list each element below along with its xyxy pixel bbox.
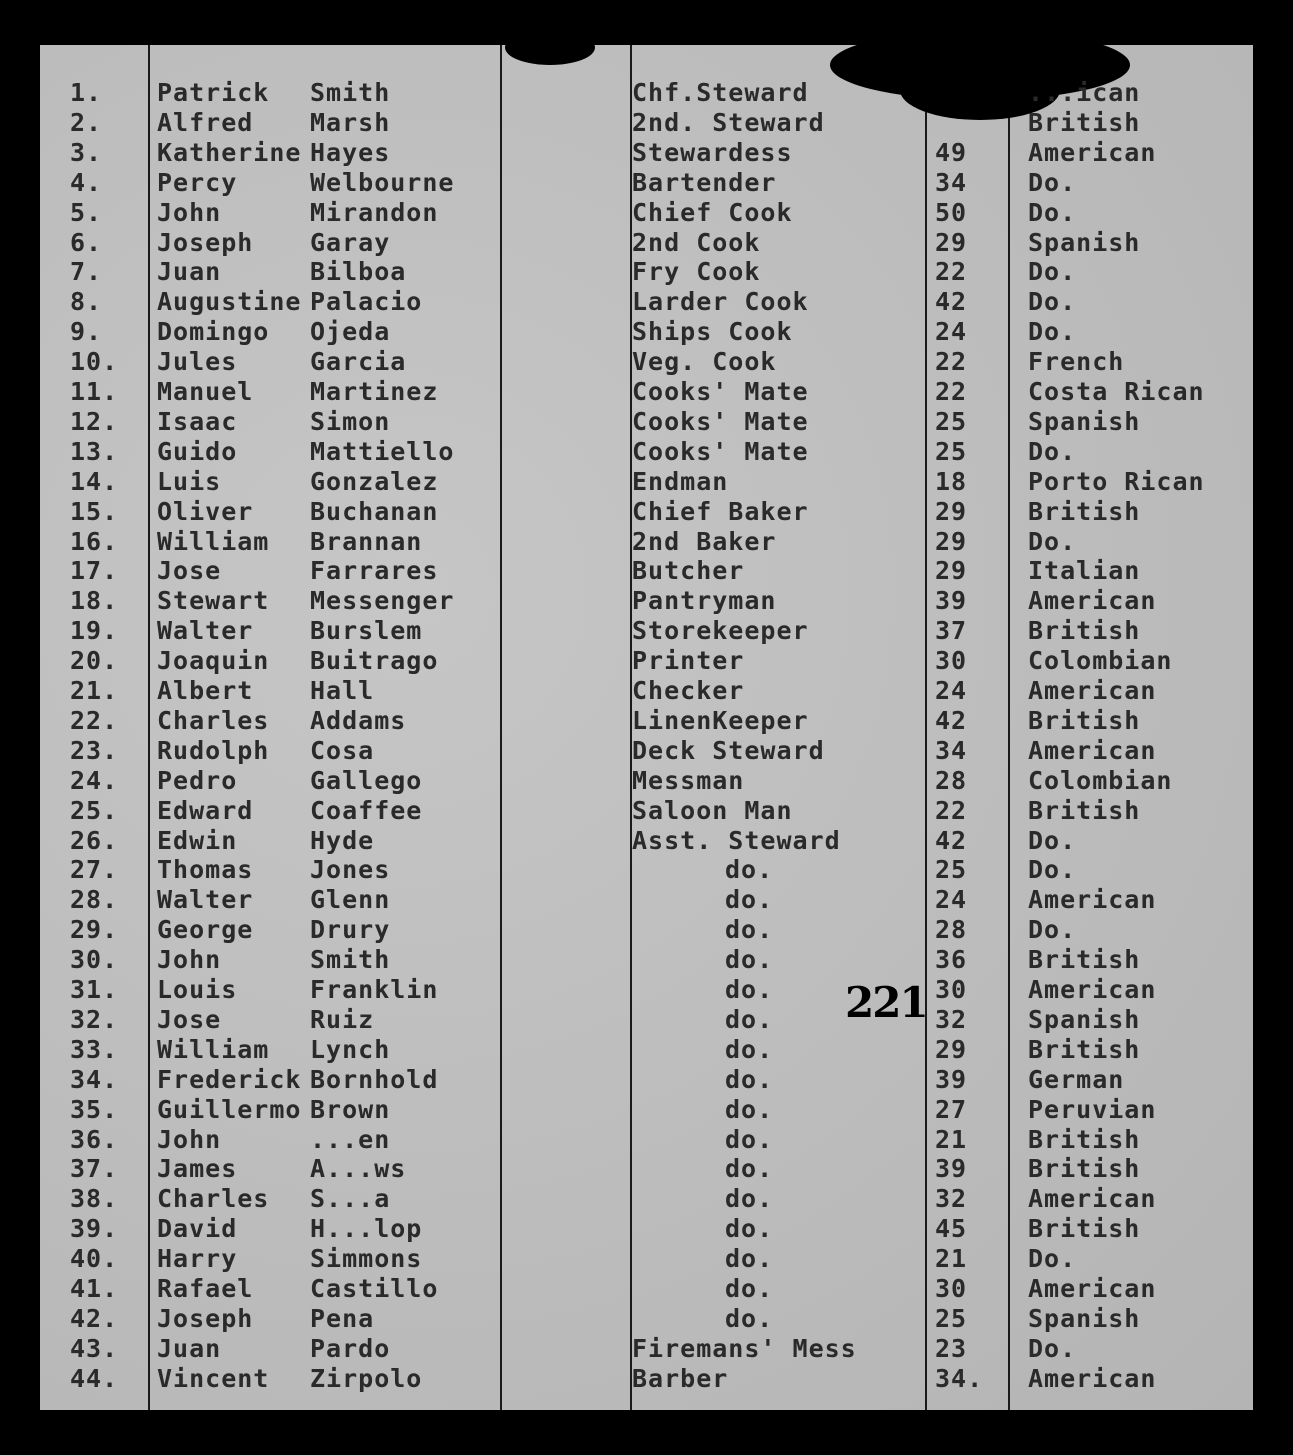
age: 39 [935, 586, 968, 616]
last-name: Farrares [310, 556, 439, 586]
row-number: 31. [70, 975, 119, 1004]
column-rule-2 [500, 45, 502, 1410]
first-name: Domingo [157, 317, 270, 347]
nationality: Spanish [1028, 1004, 1141, 1034]
first-name: James [157, 1154, 238, 1184]
nationality: American [1028, 137, 1157, 167]
last-name: Mattiello [310, 436, 455, 466]
age: 37 [935, 616, 968, 646]
row-number: 42. [70, 1303, 119, 1333]
occupation: Cooks' Mate [632, 406, 809, 436]
first-name: Patrick [157, 78, 270, 107]
occupation: do. [725, 1124, 774, 1154]
first-name: Joseph [157, 227, 254, 257]
last-name: S...a [310, 1184, 391, 1214]
last-name: Gonzalez [310, 466, 439, 496]
last-name: Brannan [310, 526, 423, 556]
row-number: 36. [70, 1124, 119, 1154]
age: 21 [935, 1124, 968, 1154]
row-number: 43. [70, 1333, 119, 1363]
age: 42 [935, 705, 968, 735]
occupation: Fry Cook [632, 257, 761, 287]
row-number: 24. [70, 765, 119, 795]
age: 25 [935, 436, 968, 466]
row-number: 12. [70, 406, 119, 436]
age: 25 [935, 1303, 968, 1333]
age: 30 [935, 1274, 968, 1303]
last-name: Simon [310, 406, 391, 436]
occupation: Stewardess [632, 137, 793, 167]
last-name: Buitrago [310, 646, 439, 676]
last-name: Pardo [310, 1333, 391, 1363]
nationality: Do. [1028, 197, 1077, 227]
row-number: 37. [70, 1154, 119, 1184]
occupation: Bartender [632, 167, 777, 197]
age: 24 [935, 676, 968, 705]
occupation: do. [725, 1004, 774, 1034]
nationality: Colombian [1028, 646, 1173, 676]
nationality: Do. [1028, 436, 1077, 466]
page-number-stamp: 221 [845, 978, 927, 1027]
nationality: American [1028, 586, 1157, 616]
row-number: 34. [70, 1064, 119, 1094]
occupation: Cooks' Mate [632, 436, 809, 466]
last-name: Martinez [310, 377, 439, 406]
nationality: Costa Rican [1028, 377, 1205, 406]
occupation: do. [725, 945, 774, 975]
last-name: Lynch [310, 1034, 391, 1064]
row-number: 9. [70, 317, 103, 347]
age: 50 [935, 197, 968, 227]
occupation: Checker [632, 676, 745, 705]
row-number: 5. [70, 197, 103, 227]
row-number: 41. [70, 1274, 119, 1303]
last-name: Franklin [310, 975, 439, 1004]
occupation: do. [725, 1034, 774, 1064]
torn-edge [505, 30, 595, 65]
nationality: Do. [1028, 1333, 1077, 1363]
age: 29 [935, 227, 968, 257]
last-name: Burslem [310, 616, 423, 646]
age: 39 [935, 1154, 968, 1184]
occupation: do. [725, 885, 774, 915]
nationality: Italian [1028, 556, 1141, 586]
age: 22 [935, 377, 968, 406]
occupation: Chief Cook [632, 197, 793, 227]
row-number: 16. [70, 526, 119, 556]
first-name: Guillermo [157, 1094, 302, 1124]
last-name: Castillo [310, 1274, 439, 1303]
occupation: Printer [632, 646, 745, 676]
nationality: Do. [1028, 1244, 1077, 1274]
age: 29 [935, 1034, 968, 1064]
first-name: Harry [157, 1244, 238, 1274]
occupation: Messman [632, 765, 745, 795]
occupation: Asst. Steward [632, 825, 841, 855]
age: 29 [935, 496, 968, 526]
age: 29 [935, 556, 968, 586]
nationality: American [1028, 735, 1157, 765]
first-name: Edward [157, 795, 254, 825]
first-name: John [157, 1124, 222, 1154]
row-number: 30. [70, 945, 119, 975]
row-number: 38. [70, 1184, 119, 1214]
age: 21 [935, 1244, 968, 1274]
nationality: French [1028, 347, 1125, 377]
occupation: do. [725, 855, 774, 885]
nationality: British [1028, 616, 1141, 646]
last-name: Jones [310, 855, 391, 885]
row-number: 3. [70, 137, 103, 167]
occupation: Deck Steward [632, 735, 825, 765]
first-name: Isaac [157, 406, 238, 436]
first-name: Joaquin [157, 646, 270, 676]
occupation: do. [725, 1154, 774, 1184]
nationality: Spanish [1028, 1303, 1141, 1333]
age: 49 [935, 137, 968, 167]
occupation: do. [725, 1244, 774, 1274]
last-name: Gallego [310, 765, 423, 795]
nationality: American [1028, 676, 1157, 705]
row-number: 18. [70, 586, 119, 616]
row-number: 7. [70, 257, 103, 287]
nationality: Do. [1028, 915, 1077, 945]
last-name: Hayes [310, 137, 391, 167]
first-name: Guido [157, 436, 238, 466]
row-number: 6. [70, 227, 103, 257]
first-name: Stewart [157, 586, 270, 616]
age: 18 [935, 466, 968, 496]
first-name: Frederick [157, 1064, 302, 1094]
first-name: Percy [157, 167, 238, 197]
occupation: do. [725, 975, 774, 1004]
age: 22 [935, 795, 968, 825]
row-number: 27. [70, 855, 119, 885]
occupation: 2nd. Steward [632, 107, 825, 137]
nationality: Do. [1028, 167, 1077, 197]
age: 34 [935, 735, 968, 765]
last-name: Smith [310, 945, 391, 975]
last-name: Coaffee [310, 795, 423, 825]
nationality: American [1028, 975, 1157, 1004]
nationality: Porto Rican [1028, 466, 1205, 496]
occupation: Butcher [632, 556, 745, 586]
last-name: Palacio [310, 287, 423, 317]
last-name: Garcia [310, 347, 407, 377]
last-name: Zirpolo [310, 1363, 423, 1393]
occupation: Pantryman [632, 586, 777, 616]
age: 28 [935, 915, 968, 945]
age: 23 [935, 1333, 968, 1363]
row-number: 22. [70, 705, 119, 735]
column-rule-5 [1008, 90, 1010, 1410]
age: 39 [935, 1064, 968, 1094]
row-number: 4. [70, 167, 103, 197]
age: 32 [935, 1184, 968, 1214]
first-name: Alfred [157, 107, 254, 137]
age: 32 [935, 1004, 968, 1034]
first-name: Rudolph [157, 735, 270, 765]
last-name: Bilboa [310, 257, 407, 287]
first-name: Albert [157, 676, 254, 705]
occupation: do. [725, 1094, 774, 1124]
nationality: Do. [1028, 317, 1077, 347]
occupation: Firemans' Mess [632, 1333, 857, 1363]
first-name: William [157, 1034, 270, 1064]
nationality: British [1028, 1034, 1141, 1064]
last-name: Brown [310, 1094, 391, 1124]
occupation: Ships Cook [632, 317, 793, 347]
nationality: German [1028, 1064, 1125, 1094]
first-name: Thomas [157, 855, 254, 885]
first-name: Edwin [157, 825, 238, 855]
last-name: ...en [310, 1124, 391, 1154]
last-name: Ojeda [310, 317, 391, 347]
first-name: Manuel [157, 377, 254, 406]
row-number: 13. [70, 436, 119, 466]
last-name: Messenger [310, 586, 455, 616]
row-number: 17. [70, 556, 119, 586]
first-name: Jose [157, 556, 222, 586]
row-number: 29. [70, 915, 119, 945]
first-name: Joseph [157, 1303, 254, 1333]
first-name: Charles [157, 705, 270, 735]
age: 24 [935, 885, 968, 915]
first-name: David [157, 1214, 238, 1244]
nationality: Do. [1028, 526, 1077, 556]
nationality: British [1028, 496, 1141, 526]
last-name: Drury [310, 915, 391, 945]
first-name: Rafael [157, 1274, 254, 1303]
first-name: George [157, 915, 254, 945]
last-name: Smith [310, 78, 391, 107]
occupation: do. [725, 1303, 774, 1333]
row-number: 20. [70, 646, 119, 676]
nationality: American [1028, 885, 1157, 915]
row-number: 15. [70, 496, 119, 526]
nationality: British [1028, 795, 1141, 825]
age: 45 [935, 1214, 968, 1244]
row-number: 28. [70, 885, 119, 915]
last-name: Pena [310, 1303, 375, 1333]
age: 27 [935, 1094, 968, 1124]
first-name: Juan [157, 1333, 222, 1363]
nationality: British [1028, 945, 1141, 975]
first-name: Luis [157, 466, 222, 496]
nationality: American [1028, 1184, 1157, 1214]
age: 25 [935, 855, 968, 885]
last-name: Garay [310, 227, 391, 257]
occupation: Veg. Cook [632, 347, 777, 377]
last-name: Marsh [310, 107, 391, 137]
last-name: H...lop [310, 1214, 423, 1244]
age: 29 [935, 526, 968, 556]
occupation: 2nd Cook [632, 227, 761, 257]
last-name: Ruiz [310, 1004, 375, 1034]
first-name: Vincent [157, 1363, 270, 1393]
occupation: LinenKeeper [632, 705, 809, 735]
row-number: 23. [70, 735, 119, 765]
last-name: Buchanan [310, 496, 439, 526]
row-number: 19. [70, 616, 119, 646]
age: 22 [935, 257, 968, 287]
last-name: Mirandon [310, 197, 439, 227]
row-number: 2. [70, 107, 103, 137]
row-number: 14. [70, 466, 119, 496]
occupation: 2nd Baker [632, 526, 777, 556]
age: 24 [935, 317, 968, 347]
first-name: John [157, 945, 222, 975]
nationality: British [1028, 1154, 1141, 1184]
first-name: Louis [157, 975, 238, 1004]
first-name: Jules [157, 347, 238, 377]
last-name: Bornhold [310, 1064, 439, 1094]
column-rule-1 [148, 45, 150, 1410]
age: 34 [935, 167, 968, 197]
last-name: Addams [310, 705, 407, 735]
nationality: Do. [1028, 257, 1077, 287]
occupation: Barber [632, 1363, 729, 1393]
age: 42 [935, 287, 968, 317]
nationality: American [1028, 1274, 1157, 1303]
occupation: Cooks' Mate [632, 377, 809, 406]
age: 28 [935, 765, 968, 795]
row-number: 26. [70, 825, 119, 855]
column-rule-4 [925, 90, 927, 1410]
occupation: Endman [632, 466, 729, 496]
first-name: William [157, 526, 270, 556]
row-number: 35. [70, 1094, 119, 1124]
row-number: 1. [70, 78, 103, 107]
row-number: 10. [70, 347, 119, 377]
occupation: do. [725, 1214, 774, 1244]
nationality: American [1028, 1363, 1157, 1393]
last-name: Hyde [310, 825, 375, 855]
last-name: Welbourne [310, 167, 455, 197]
occupation: Saloon Man [632, 795, 793, 825]
occupation: do. [725, 1184, 774, 1214]
row-number: 39. [70, 1214, 119, 1244]
row-number: 33. [70, 1034, 119, 1064]
last-name: Glenn [310, 885, 391, 915]
row-number: 21. [70, 676, 119, 705]
occupation: Larder Cook [632, 287, 809, 317]
nationality: Do. [1028, 825, 1077, 855]
nationality: Spanish [1028, 406, 1141, 436]
occupation: Chf.Steward [632, 78, 809, 107]
occupation: do. [725, 1064, 774, 1094]
last-name: A...ws [310, 1154, 407, 1184]
age: 42 [935, 825, 968, 855]
nationality: British [1028, 705, 1141, 735]
row-number: 8. [70, 287, 103, 317]
first-name: John [157, 197, 222, 227]
last-name: Cosa [310, 735, 375, 765]
first-name: Oliver [157, 496, 254, 526]
occupation: do. [725, 1274, 774, 1303]
first-name: Juan [157, 257, 222, 287]
first-name: Pedro [157, 765, 238, 795]
row-number: 32. [70, 1004, 119, 1034]
nationality: Do. [1028, 287, 1077, 317]
nationality: Do. [1028, 855, 1077, 885]
age: 34. [935, 1363, 984, 1393]
first-name: Jose [157, 1004, 222, 1034]
nationality: Colombian [1028, 765, 1173, 795]
age: 30 [935, 646, 968, 676]
nationality: ...ican [1028, 78, 1141, 107]
first-name: Katherine [157, 137, 302, 167]
first-name: Walter [157, 885, 254, 915]
occupation: do. [725, 915, 774, 945]
nationality: British [1028, 1214, 1141, 1244]
row-number: 11. [70, 377, 119, 406]
occupation: Chief Baker [632, 496, 809, 526]
row-number: 25. [70, 795, 119, 825]
nationality: British [1028, 107, 1141, 137]
age: 36 [935, 945, 968, 975]
last-name: Hall [310, 676, 375, 705]
first-name: Walter [157, 616, 254, 646]
row-number: 40. [70, 1244, 119, 1274]
age: 30 [935, 975, 968, 1004]
nationality: Peruvian [1028, 1094, 1157, 1124]
last-name: Simmons [310, 1244, 423, 1274]
age: 25 [935, 406, 968, 436]
nationality: British [1028, 1124, 1141, 1154]
first-name: Charles [157, 1184, 270, 1214]
nationality: Spanish [1028, 227, 1141, 257]
row-number: 44. [70, 1363, 119, 1393]
first-name: Augustine [157, 287, 302, 317]
age: 22 [935, 347, 968, 377]
occupation: Storekeeper [632, 616, 809, 646]
